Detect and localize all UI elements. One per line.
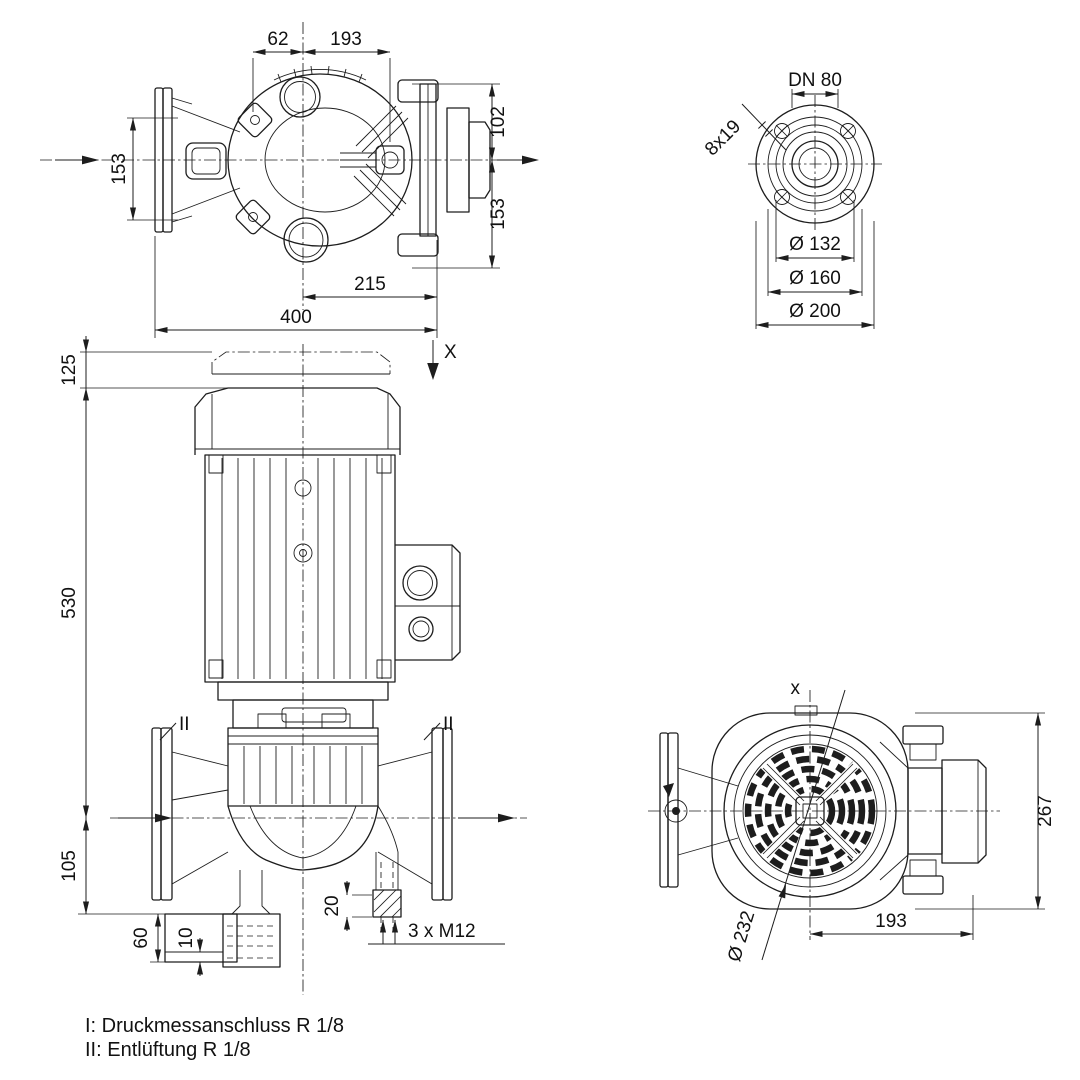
dim-193-side [810,895,973,940]
dim-530 [59,388,86,818]
dim-60-label: 60 [131,927,152,949]
fan-cover [195,388,400,455]
dim-400 [155,236,437,338]
d200-label: Ø 200 [789,301,841,322]
legend [85,1015,344,1061]
pump-top-view [40,22,539,380]
d132-label: Ø 132 [789,234,841,255]
view-direction-label: X [444,342,457,363]
vent-marker-left [160,714,190,740]
cable-gland-top-icon [903,726,943,760]
dim-102-label: 102 [488,106,509,138]
dim-105-label: 105 [59,850,80,882]
dim-153-right-label: 153 [488,198,509,230]
vent-marker-left-label: II [179,714,190,735]
dim-102 [412,84,509,160]
volute-body [186,66,412,262]
dim-60 [131,914,170,962]
dim-215 [303,240,437,305]
dim-153-left [109,118,178,220]
motor-body [205,455,395,682]
pump-front-view [59,336,527,995]
callout-m12 [368,920,505,944]
dim-193-side-label: 193 [875,911,907,932]
pump-casing [172,728,432,884]
fan-grille [748,749,872,873]
side-flange [660,733,738,887]
dim-20 [322,881,372,931]
vent-marker-right [424,714,454,740]
d160-label: Ø 160 [789,268,841,289]
d232-label: Ø 232 [724,908,760,965]
axis-x-label: x [790,678,800,699]
threaded-lug-section [373,852,401,930]
cable-gland-bottom-icon [903,860,943,894]
dim-193-label: 193 [330,29,362,50]
dim-125-label: 125 [59,354,80,386]
flow-arrow-out-icon [458,814,515,823]
cable-gland-large-icon [403,566,437,600]
dim-215-label: 215 [354,274,386,295]
m12-label: 3 x M12 [408,921,476,942]
dim-62-label: 62 [267,29,289,50]
dim-530-label: 530 [59,587,80,619]
flow-arrow-out-icon [497,156,539,165]
dim-125 [59,336,228,388]
dim-62 [253,29,303,112]
bolt-holes-label: 8x19 [701,116,746,161]
dn80-label: DN 80 [788,70,842,91]
motor-fins [222,458,382,679]
flow-arrow-in-icon [118,814,172,823]
dim-400-label: 400 [280,307,312,328]
legend-line1: I: Druckmessanschluss R 1/8 [85,1015,344,1037]
clearance-envelope [212,352,390,374]
dim-153-left-label: 153 [109,153,130,185]
terminal-box [395,545,460,660]
dim-10-label: 10 [176,927,197,949]
discharge-flange-front [432,728,452,900]
callout-bolt-holes [701,104,786,160]
pump-foot [165,870,280,967]
legend-line2: II: Entlüftung R 1/8 [85,1039,251,1061]
pump-side-view [648,678,1056,964]
flow-arrow-in-icon [55,156,99,165]
dim-105 [59,818,165,914]
vent-marker-right-label: II [443,714,454,735]
flange-view [701,70,882,329]
dim-20-label: 20 [322,895,343,917]
dim-153-right [412,160,509,268]
view-direction-arrow [427,340,457,380]
dim-267-label: 267 [1035,795,1056,827]
port-marker-icon [663,783,674,797]
